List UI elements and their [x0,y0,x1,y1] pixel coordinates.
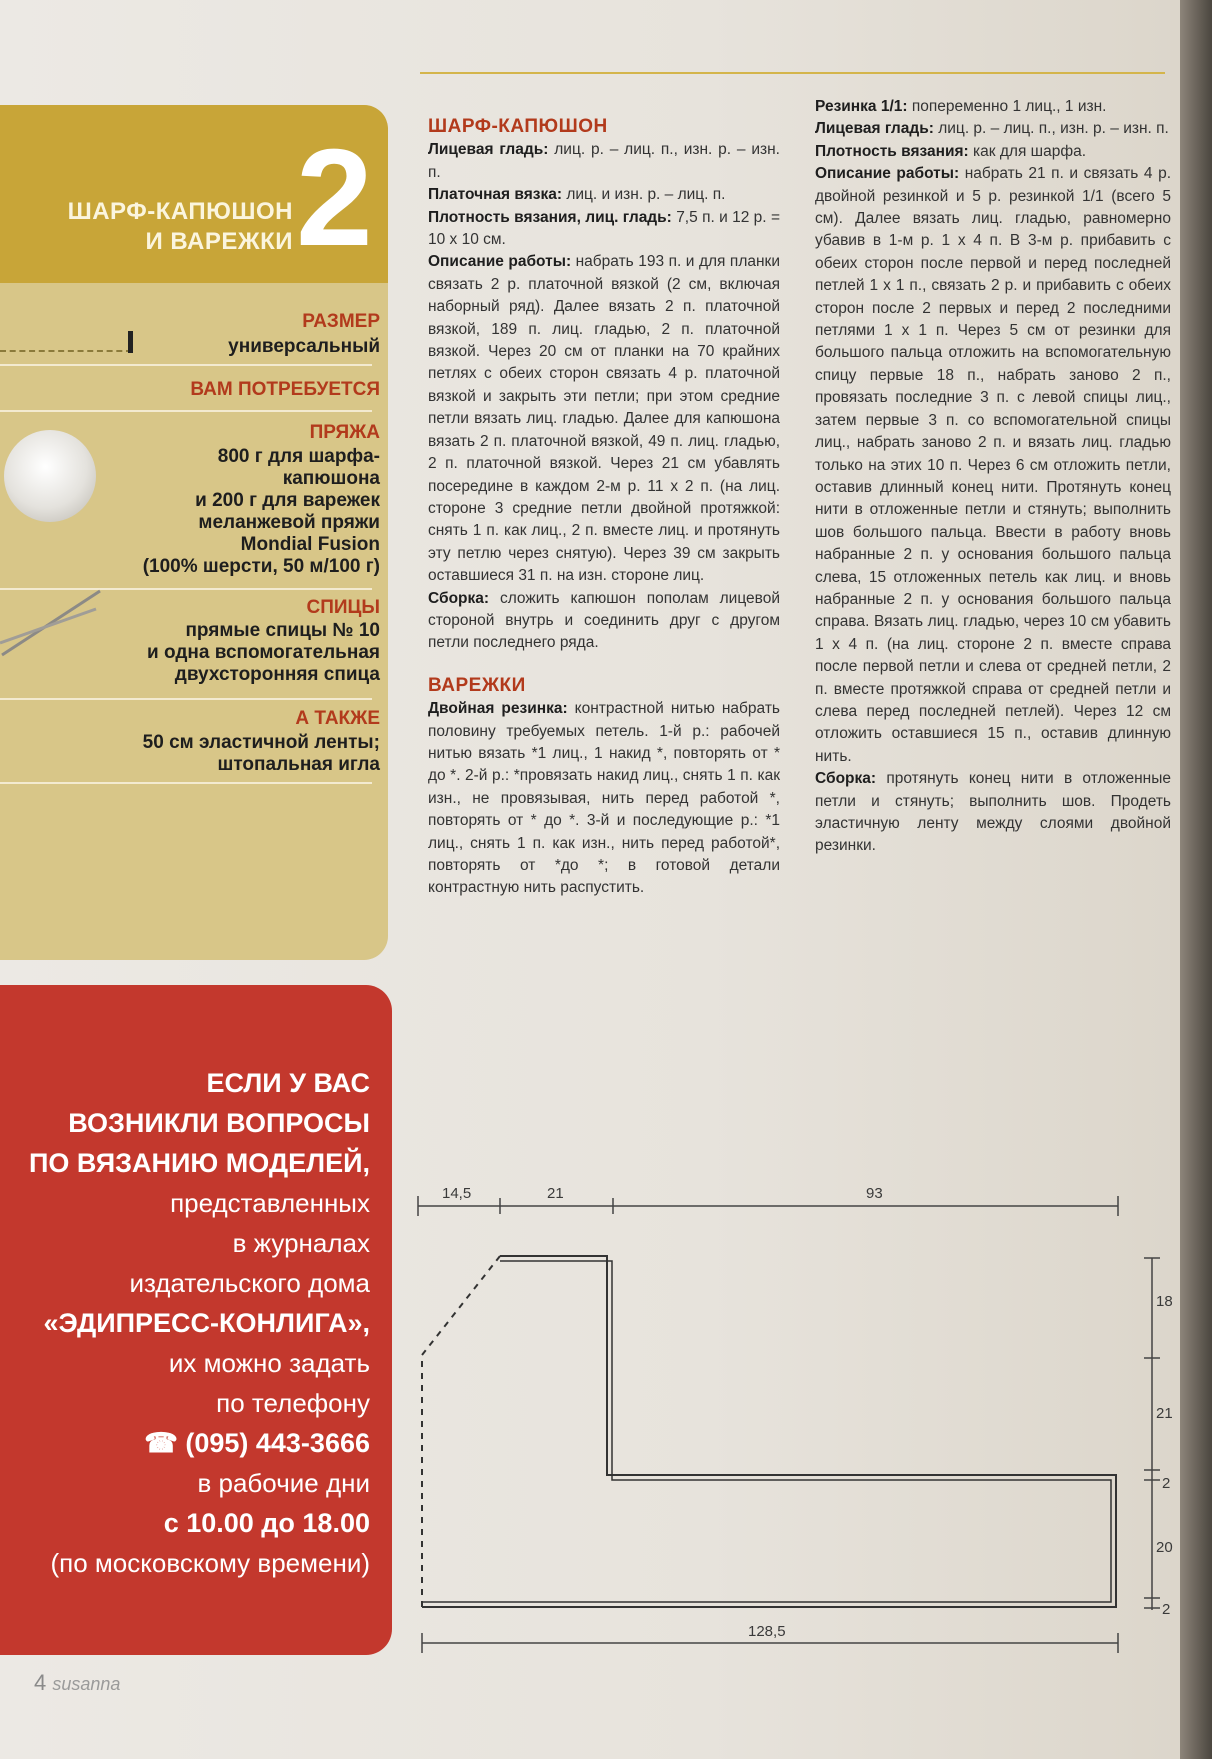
term-label: Двойная резинка: [428,700,568,718]
term-text: лиц. р. – лиц. п., изн. р. – изн. п. [938,120,1169,138]
term-label: Плотность вязания, лиц. гладь: [428,208,672,226]
scarf-column [428,116,780,900]
term-label: Описание работы: [428,253,572,271]
needles-line: и одна вспомогательная [147,642,380,663]
term-label: Описание работы: [815,165,960,183]
dim-right-4: 20 [1156,1539,1173,1556]
paragraph [428,251,780,587]
model-title [18,197,293,257]
paragraph [815,163,1171,768]
spacer [428,655,780,675]
model-number: 2 [296,121,373,275]
needles-line: двухсторонняя спица [174,664,380,685]
yarn-line: Mondial Fusion [240,534,380,555]
contact-line: издательского дома [129,1268,370,1298]
hours-line: в рабочие дни [197,1468,370,1498]
divider [0,410,372,412]
also-line: штопальная игла [217,754,380,775]
yarn-line: и 200 г для варежек [195,490,380,511]
pattern-outline [422,1256,1116,1607]
term-text: контрастной нитью набрать половину требуемых петель. 1-й р.: рабочей нитью вязать *1 лиц., 1 накид *, повторять от * до *. 2-й р.: *провязать накид лиц., снять 1 п. как изн., не провязывая, нить перед работой *, повторять от * до *. 3-й и последующие р.: *1 лиц., снять 1 п. как изн., нить перед работой*, повторять от *до *; в готовой детали контрастную нить распустить. [428,700,780,897]
paragraph [428,207,780,252]
paragraph [428,698,780,900]
term-label: Плотность вязания: [815,142,969,160]
paragraph [428,588,780,655]
divider [0,782,372,784]
yarn-details [143,446,380,578]
divider [0,698,372,700]
dim-top-2: 21 [547,1185,564,1202]
hours-line: с 10.00 до 18.00 [163,1508,370,1538]
term-text: набрать 21 п. и связать 4 р. двойной резинкой и 5 р. резинкой 1/1 (всего 5 см). Далее вязать лиц. гладью, равномерно убавив в 1-м р. 1 х 4 п. В 3-м р. прибавить с обеих сторон после первой и перед последней петлей 1 х 1 п., связать 2 р. и прибавить с обеих сторон после 2 первых и перед 2 последними петлями 1 х 1 п. Через 5 см от резинки для большого пальца отложить на вспомогательную спицу первые 18 п., набрать заново 2 п., провязать последние 3 п. с левой спицы лиц., затем первые 3 п. со вспомогательной спицы лиц., набрать заново 2 п. и вязать лиц. гладью только на этих 10 п. Через 6 см отложить петли, оставив длинный конец нити. Протянуть конец нити в отложенные петли и стянуть; выполнить шов большого пальца. Ввести в работу вновь набранные 2 п. у основания большого пальца слева, 15 отложенных петель как лиц. и вновь набранные 2 п. у основания большого пальца справа. Вязать лиц. гладью, через 10 см убавить 1 х 4 п. (на лиц. стороне 2 п. вместе справа после первой петли и слева от средней петли, 2 п. вместе протяжкой справа от средней петли и слева перед последней петлей). Через 12 см отложить оставшиеся 15 п., оставив длинную нить. [815,165,1171,765]
ruler-end [128,331,133,353]
phone-number: ☎ (095) 443-3666 [144,1428,370,1458]
term-text: как для шарфа. [973,142,1087,160]
top-rule [420,72,1165,74]
term-label: Лицевая гладь: [428,141,549,159]
yarn-line: меланжевой пряжи [198,512,380,533]
pattern-inner-outline [422,1261,1111,1602]
contact-line: ЕСЛИ У ВАС [206,1068,370,1098]
yarn-line: 800 г для шарфа- [217,446,380,467]
page-footer [34,1670,120,1696]
term-text: 7,5 п. и 12 р. = 10 х 10 см. [428,208,780,249]
term-label: Платочная вязка: [428,186,563,204]
magazine-brand: susanna [52,1674,121,1694]
term-label: Резинка 1/1: [815,98,908,115]
also-line: 50 см эластичной ленты; [142,732,380,753]
dim-top-1: 14,5 [442,1185,472,1202]
also-details [143,732,380,776]
paragraph [428,139,780,184]
needles-details [147,620,380,686]
yarn-line: (100% шерсти, 50 м/100 г) [142,556,380,577]
dim-bottom: 128,5 [748,1623,786,1640]
fold-line [422,1256,500,1607]
contact-text [10,1063,370,1583]
contact-line: представленных [170,1188,370,1218]
dim-right-3: 2 [1162,1475,1171,1492]
title-line-2: И ВАРЕЖКИ [145,228,293,255]
scarf-heading: ШАРФ-КАПЮШОН [428,116,608,137]
dim-right-1: 18 [1156,1293,1173,1310]
yarn-line: капюшона [282,468,380,489]
page-spine [1180,0,1212,1759]
paragraph [815,118,1171,140]
yarn-ball-image [4,430,96,522]
ruler-graphic [0,336,132,352]
contact-line: ВОЗНИКЛИ ВОПРОСЫ [68,1108,370,1138]
term-label: Сборка: [815,770,877,788]
term-text: протянуть конец нити в отложенные петли и стянуть; выполнить шов. Продеть эластичную ленту между слоями двойной резинки. [815,770,1171,855]
dim-top-3: 93 [866,1185,883,1202]
term-label: Лицевая гладь: [815,120,934,138]
contact-line: по телефону [216,1388,370,1418]
needles-image [0,585,110,665]
dim-right-2: 21 [1156,1405,1173,1422]
title-line-1: ШАРФ-КАПЮШОН [67,198,293,225]
scarf-schematic [400,1170,1180,1670]
contact-line: ПО ВЯЗАНИЮ МОДЕЛЕЙ, [28,1148,370,1178]
need-label: ВАМ ПОТРЕБУЕТСЯ [190,379,380,400]
contact-line: в журналах [232,1228,370,1258]
contact-line: «ЭДИПРЕСС-КОНЛИГА», [43,1308,370,1338]
paragraph [428,184,780,206]
mittens-heading: ВАРЕЖКИ [428,674,526,696]
term-text: набрать 193 п. и для планки связать 2 р. платочной вязкой (2 см, включая наборный ряд). Далее вязать 2 п. платочной вязкой, 189 п. лиц. гладью, 2 п. платочной вязкой. Через 20 см от планки на 70 крайних петлях с обеих сторон связать 4 р. платочной вязкой и закрыть эти петли; при этом средние петли вязать лиц. гладью. Далее для капюшона вязать 2 п. платочной вязкой, 49 п. лиц. гладью, 2 п. платочной вязкой. Через 21 см убавлять посередине в каждом 2-м р. 11 х 2 п. (на лиц. стороне 3 средние петли двойной протяжкой: снять 1 п. как лиц., 2 п. вместе лиц. и протянуть эту петлю через снятую). Через 39 см закрыть оставшиеся 31 п. на изн. стороне лиц. [428,253,780,585]
needles-line: прямые спицы № 10 [185,620,380,641]
term-text: лиц. р. – лиц. п., изн. р. – изн. п. [428,141,780,181]
mittens-column [815,96,1171,858]
paragraph [815,141,1171,163]
term-text: лиц. и изн. р. – лиц. п. [566,186,726,204]
dim-right-5: 2 [1162,1601,1171,1618]
size-value: универсальный [228,336,380,357]
divider [0,364,372,366]
term-text: попеременно 1 лиц., 1 изн. [911,98,1107,115]
yarn-label: ПРЯЖА [309,422,380,443]
page-number: 4 [34,1670,47,1695]
paragraph [815,96,1171,118]
contact-line: их можно задать [168,1348,370,1378]
term-text: сложить капюшон пополам лицевой стороной внутрь и соединить друг с другом петли последнего ряда. [428,589,780,652]
also-label: А ТАКЖЕ [295,708,380,729]
paragraph [815,768,1171,858]
hours-line: (по московскому времени) [50,1548,370,1578]
needles-label: СПИЦЫ [306,597,380,618]
size-label: РАЗМЕР [302,311,380,332]
term-label: Сборка: [428,589,490,607]
